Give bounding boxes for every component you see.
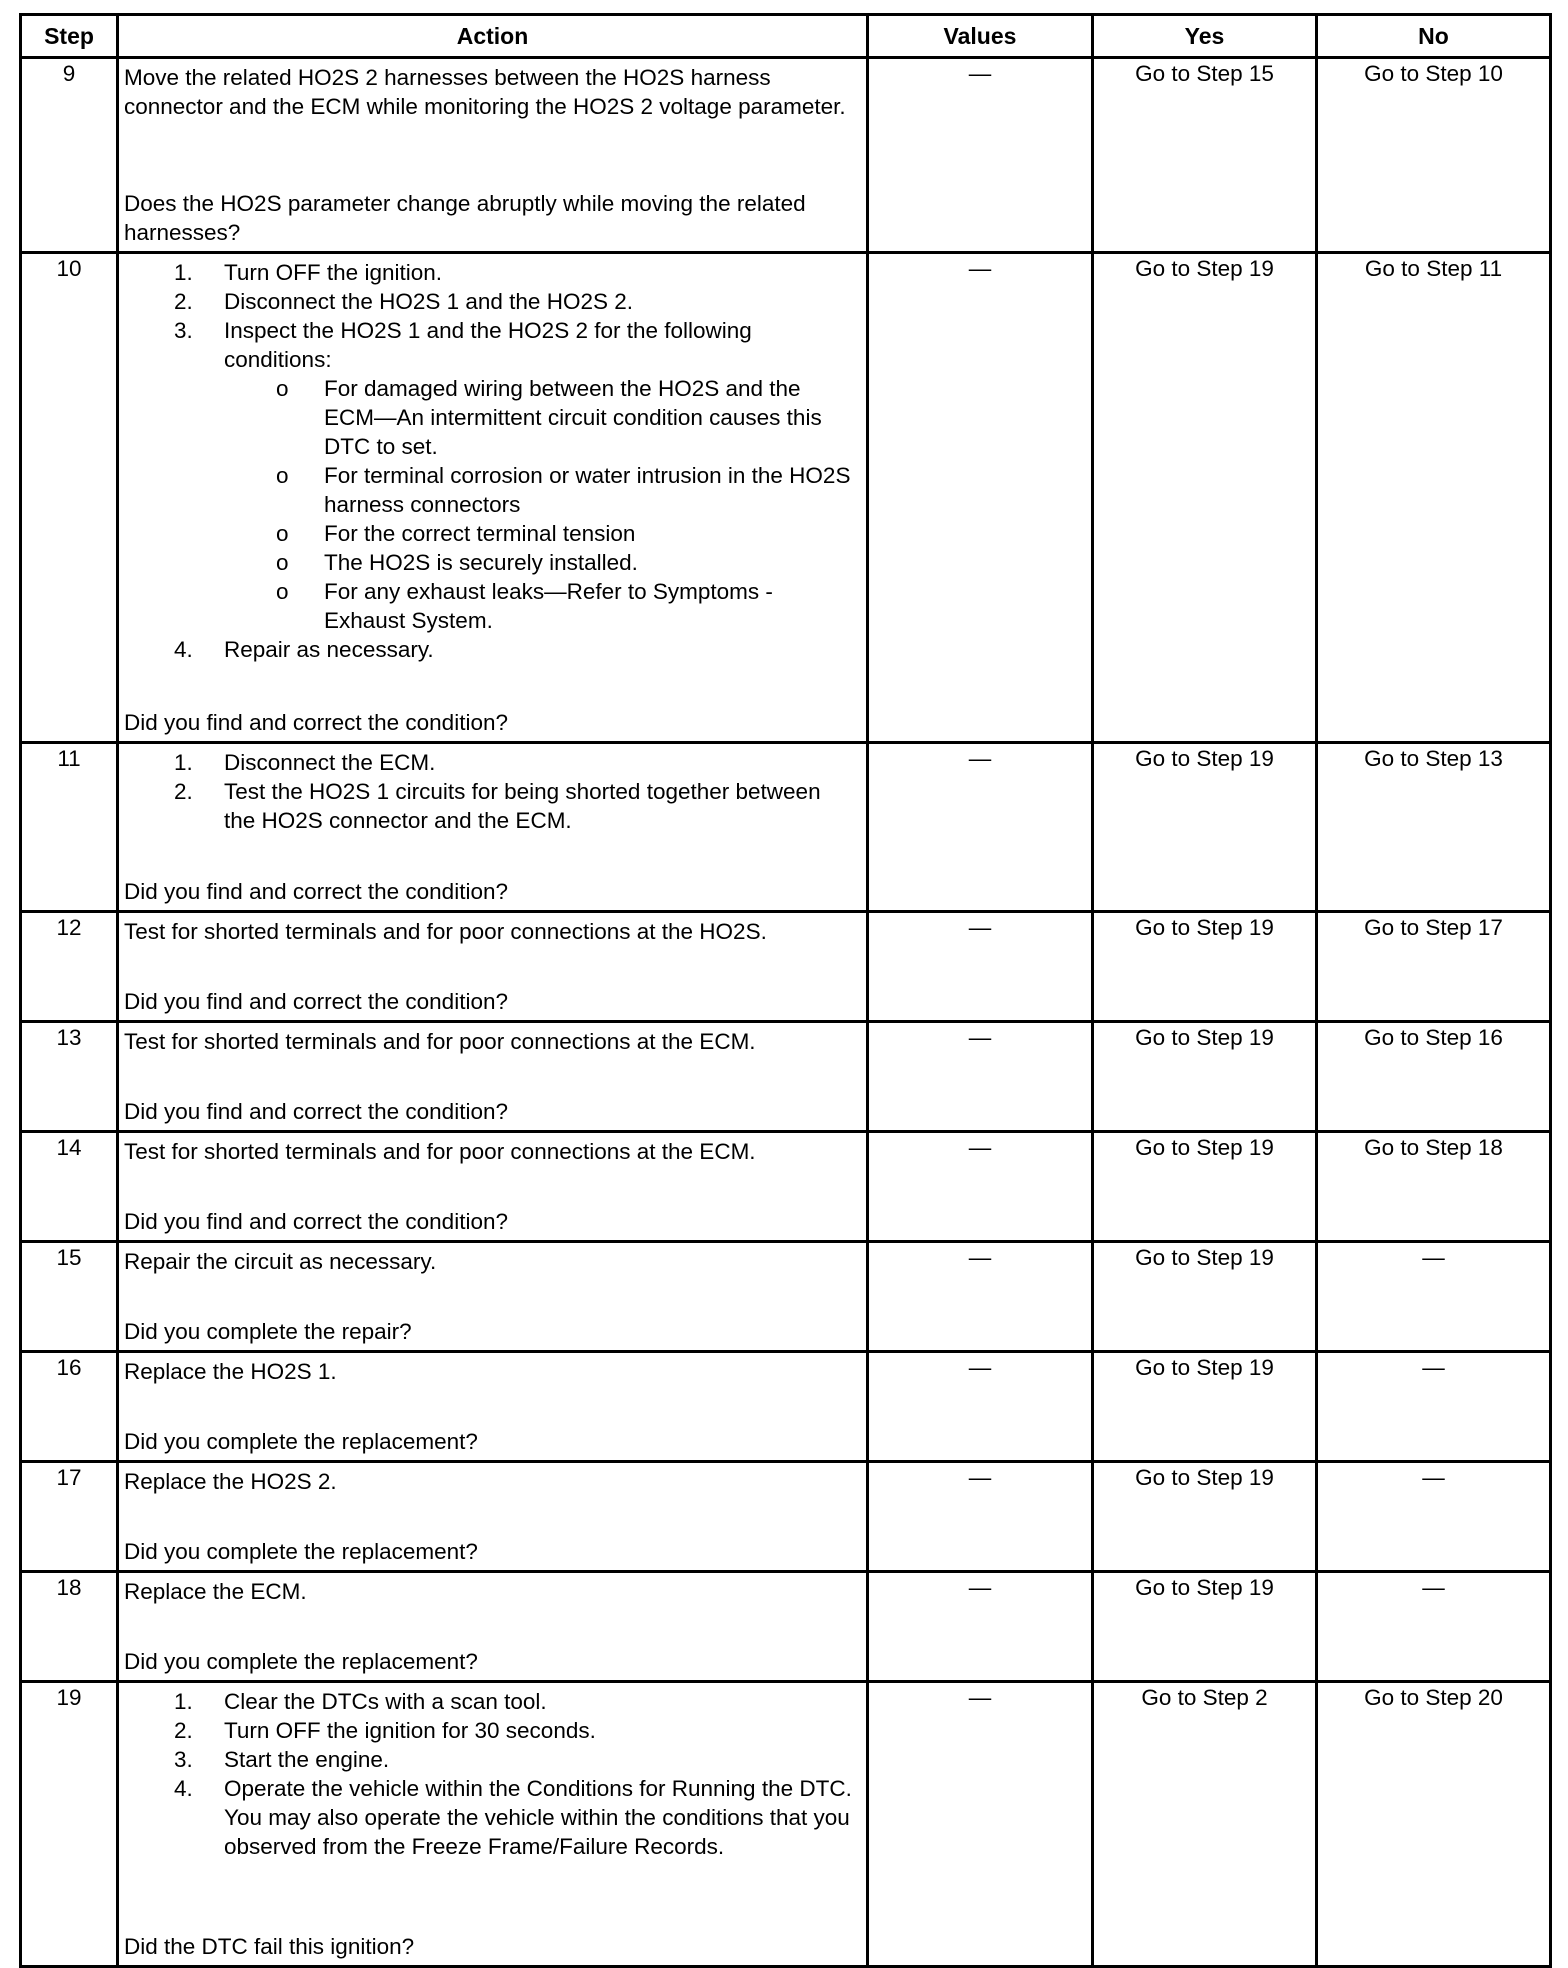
table-row xyxy=(21,912,1551,1022)
action-step-list xyxy=(124,748,856,835)
header-action: Action xyxy=(118,15,868,58)
no-cell xyxy=(1317,1462,1551,1572)
table-body xyxy=(21,58,1551,1967)
yes-cell xyxy=(1093,253,1317,743)
values-dash: — xyxy=(968,746,992,771)
action-instructions xyxy=(124,63,856,121)
action-step-text: Test the HO2S 1 circuits for being shorted together between the HO2S connector and the ECM. xyxy=(224,779,821,833)
condition-text: For the correct terminal tension xyxy=(324,521,636,546)
values-dash: — xyxy=(968,1685,992,1710)
action-instructions xyxy=(124,748,856,835)
yes-goto: Go to Step 2 xyxy=(1141,1685,1268,1710)
yes-cell xyxy=(1093,1132,1317,1242)
no-cell xyxy=(1317,1132,1551,1242)
action-step-number: 2. 2. xyxy=(174,1718,193,1743)
action-question: Did you complete the replacement? xyxy=(124,1429,478,1454)
step-number: 14 xyxy=(21,1132,118,1242)
action-content xyxy=(124,63,856,247)
table-row xyxy=(21,253,1551,743)
header-yes: Yes xyxy=(1093,15,1317,58)
step-number: 15 xyxy=(21,1242,118,1352)
yes-goto: Go to Step 15 xyxy=(1135,61,1274,86)
values-dash: — xyxy=(968,1575,992,1600)
no-cell xyxy=(1317,1242,1551,1352)
condition-item xyxy=(276,374,856,461)
no-cell xyxy=(1317,58,1551,253)
step-number: 11 xyxy=(21,743,118,912)
values-dash: — xyxy=(968,915,992,940)
action-instructions xyxy=(124,1027,856,1056)
action-step-item xyxy=(174,748,856,777)
action-intro: Repair the circuit as necessary. xyxy=(124,1249,437,1274)
action-content xyxy=(124,1137,856,1236)
action-instructions xyxy=(124,1687,856,1861)
values-dash: — xyxy=(968,256,992,281)
action-question: Did you find and correct the condition? xyxy=(124,1099,508,1124)
values-cell xyxy=(868,912,1093,1022)
table-row xyxy=(21,58,1551,253)
table-row xyxy=(21,1352,1551,1462)
header-no: No xyxy=(1317,15,1551,58)
action-step-text: Disconnect the ECM. xyxy=(224,750,436,775)
yes-cell xyxy=(1093,58,1317,253)
action-cell xyxy=(118,1132,868,1242)
table-row xyxy=(21,1682,1551,1967)
diagnostic-table xyxy=(19,13,1552,1968)
yes-cell xyxy=(1093,1022,1317,1132)
values-cell xyxy=(868,1572,1093,1682)
action-step-number: 4. 4. xyxy=(174,637,193,662)
values-cell xyxy=(868,1682,1093,1967)
table-row xyxy=(21,1132,1551,1242)
action-question: Did you complete the replacement? xyxy=(124,1539,478,1564)
no-goto: Go to Step 17 xyxy=(1364,915,1503,940)
yes-cell xyxy=(1093,1352,1317,1462)
condition-text: For terminal corrosion or water intrusion in the HO2S harness connectors xyxy=(324,463,851,517)
action-question: Did you find and correct the condition? xyxy=(124,879,508,904)
action-step-item xyxy=(174,1774,856,1861)
action-intro: Test for shorted terminals and for poor connections at the ECM. xyxy=(124,1139,756,1164)
action-instructions xyxy=(124,1137,856,1166)
no-goto: — xyxy=(1422,1575,1445,1600)
table-row xyxy=(21,1022,1551,1132)
no-cell xyxy=(1317,743,1551,912)
values-cell xyxy=(868,1462,1093,1572)
action-step-item xyxy=(174,287,856,316)
no-cell xyxy=(1317,1022,1551,1132)
yes-goto: Go to Step 19 xyxy=(1135,1465,1274,1490)
action-content xyxy=(124,258,856,737)
action-step-text: Inspect the HO2S 1 and the HO2S 2 for the following conditions: xyxy=(224,318,752,372)
header-row xyxy=(21,15,1551,58)
values-dash: — xyxy=(968,1465,992,1490)
action-content xyxy=(124,1357,856,1456)
action-intro: Test for shorted terminals and for poor connections at the ECM. xyxy=(124,1029,756,1054)
no-goto: Go to Step 11 xyxy=(1364,256,1503,281)
condition-list xyxy=(224,374,856,635)
values-dash: — xyxy=(968,1355,992,1380)
table-row xyxy=(21,743,1551,912)
yes-cell xyxy=(1093,912,1317,1022)
action-cell xyxy=(118,743,868,912)
action-question: Does the HO2S parameter change abruptly while moving the related harnesses? xyxy=(124,191,806,245)
action-step-text: Disconnect the HO2S 1 and the HO2S 2. xyxy=(224,289,633,314)
values-dash: — xyxy=(968,1025,992,1050)
yes-goto: Go to Step 19 xyxy=(1135,1245,1274,1270)
no-cell xyxy=(1317,253,1551,743)
values-cell xyxy=(868,1242,1093,1352)
step-number: 16 xyxy=(21,1352,118,1462)
action-content xyxy=(124,1687,856,1961)
action-question: Did the DTC fail this ignition? xyxy=(124,1934,415,1959)
yes-goto: Go to Step 19 xyxy=(1135,256,1274,281)
yes-goto: Go to Step 19 xyxy=(1135,915,1274,940)
action-step-number: 3. 3. xyxy=(174,318,193,343)
step-number: 9 xyxy=(21,58,118,253)
yes-cell xyxy=(1093,743,1317,912)
step-number: 17 xyxy=(21,1462,118,1572)
action-step-text: Turn OFF the ignition for 30 seconds. xyxy=(224,1718,596,1743)
action-step-list xyxy=(124,1687,856,1861)
step-number: 10 xyxy=(21,253,118,743)
action-content xyxy=(124,1247,856,1346)
no-cell xyxy=(1317,1682,1551,1967)
action-instructions xyxy=(124,1467,856,1496)
bullet-icon: o xyxy=(276,463,289,488)
no-goto: Go to Step 13 xyxy=(1364,746,1503,771)
action-question: Did you find and correct the condition? xyxy=(124,1209,508,1234)
action-cell xyxy=(118,1572,868,1682)
action-question: Did you complete the repair? xyxy=(124,1319,412,1344)
header-values: Values xyxy=(868,15,1093,58)
table-row xyxy=(21,1462,1551,1572)
step-number: 18 xyxy=(21,1572,118,1682)
yes-goto: Go to Step 19 xyxy=(1135,1135,1274,1160)
action-step-number: 4. 4. xyxy=(174,1776,193,1801)
condition-item xyxy=(276,461,856,519)
action-cell xyxy=(118,912,868,1022)
action-content xyxy=(124,917,856,1016)
condition-item xyxy=(276,577,856,635)
condition-item xyxy=(276,519,856,548)
action-instructions xyxy=(124,258,856,664)
no-goto: — xyxy=(1422,1245,1445,1270)
bullet-icon: o xyxy=(276,376,289,401)
no-cell xyxy=(1317,912,1551,1022)
action-step-list xyxy=(124,258,856,664)
action-intro: Replace the ECM. xyxy=(124,1579,307,1604)
yes-goto: Go to Step 19 xyxy=(1135,1575,1274,1600)
table-row xyxy=(21,1572,1551,1682)
action-step-number: 1. 1. xyxy=(174,1689,193,1714)
action-instructions xyxy=(124,1577,856,1606)
action-step-text: Start the engine. xyxy=(224,1747,390,1772)
no-cell xyxy=(1317,1352,1551,1462)
action-step-text: Operate the vehicle within the Conditions for Running the DTC. You may also operate the vehicle within the conditions that you observed from the Freeze Frame/Failure Records. xyxy=(224,1776,852,1859)
action-instructions xyxy=(124,1357,856,1386)
bullet-icon: o xyxy=(276,521,289,546)
no-goto: Go to Step 20 xyxy=(1364,1685,1503,1710)
action-cell xyxy=(118,1352,868,1462)
action-content xyxy=(124,1577,856,1676)
action-cell xyxy=(118,58,868,253)
values-cell xyxy=(868,1132,1093,1242)
bullet-icon: o xyxy=(276,579,289,604)
condition-text: The HO2S is securely installed. xyxy=(324,550,638,575)
condition-item xyxy=(276,548,856,577)
action-cell xyxy=(118,1682,868,1967)
step-number: 12 xyxy=(21,912,118,1022)
action-step-number: 2. 2. xyxy=(174,779,193,804)
action-question: Did you complete the replacement? xyxy=(124,1649,478,1674)
action-cell xyxy=(118,1242,868,1352)
yes-goto: Go to Step 19 xyxy=(1135,1355,1274,1380)
bullet-icon: o xyxy=(276,550,289,575)
action-cell xyxy=(118,253,868,743)
action-step-item xyxy=(174,1745,856,1774)
action-intro: Replace the HO2S 1. xyxy=(124,1359,337,1384)
action-cell xyxy=(118,1022,868,1132)
action-step-text: Repair as necessary. xyxy=(224,637,434,662)
values-dash: — xyxy=(968,1245,992,1270)
values-cell xyxy=(868,1352,1093,1462)
values-cell xyxy=(868,743,1093,912)
action-cell xyxy=(118,1462,868,1572)
condition-text: For damaged wiring between the HO2S and the ECM—An intermittent circuit condition causes this DTC to set. xyxy=(324,376,822,459)
condition-text: For any exhaust leaks—Refer to Symptoms - Exhaust System. xyxy=(324,579,773,633)
yes-cell xyxy=(1093,1242,1317,1352)
action-step-number: 3. 3. xyxy=(174,1747,193,1772)
action-intro: Move the related HO2S 2 harnesses between the HO2S harness connector and the ECM while monitoring the HO2S 2 voltage parameter. xyxy=(124,65,846,119)
action-step-item xyxy=(174,1687,856,1716)
yes-cell xyxy=(1093,1682,1317,1967)
action-instructions xyxy=(124,1247,856,1276)
values-cell xyxy=(868,58,1093,253)
no-goto: — xyxy=(1422,1355,1445,1380)
action-step-number: 1. 1. xyxy=(174,750,193,775)
action-step-text: Turn OFF the ignition. xyxy=(224,260,443,285)
no-goto: Go to Step 16 xyxy=(1364,1025,1503,1050)
action-instructions xyxy=(124,917,856,946)
action-intro: Replace the HO2S 2. xyxy=(124,1469,337,1494)
action-content xyxy=(124,1467,856,1566)
action-step-number: 1. 1. xyxy=(174,260,193,285)
values-dash: — xyxy=(968,61,992,86)
header-step: Step xyxy=(21,15,118,58)
yes-cell xyxy=(1093,1462,1317,1572)
action-intro: Test for shorted terminals and for poor connections at the HO2S. xyxy=(124,919,767,944)
action-question: Did you find and correct the condition? xyxy=(124,710,508,735)
action-content xyxy=(124,748,856,906)
no-cell xyxy=(1317,1572,1551,1682)
yes-goto: Go to Step 19 xyxy=(1135,1025,1274,1050)
action-step-item xyxy=(174,777,856,835)
no-goto: Go to Step 18 xyxy=(1364,1135,1503,1160)
action-step-number: 2. 2. xyxy=(174,289,193,314)
values-cell xyxy=(868,253,1093,743)
step-number: 19 xyxy=(21,1682,118,1967)
action-step-item xyxy=(174,316,856,635)
yes-goto: Go to Step 19 xyxy=(1135,746,1274,771)
values-cell xyxy=(868,1022,1093,1132)
yes-cell xyxy=(1093,1572,1317,1682)
action-step-text: Clear the DTCs with a scan tool. xyxy=(224,1689,547,1714)
action-step-item xyxy=(174,635,856,664)
action-content xyxy=(124,1027,856,1126)
no-goto: — xyxy=(1422,1465,1445,1490)
action-step-item xyxy=(174,1716,856,1745)
action-question: Did you find and correct the condition? xyxy=(124,989,508,1014)
no-goto: Go to Step 10 xyxy=(1364,61,1503,86)
values-dash: — xyxy=(968,1135,992,1160)
action-step-item xyxy=(174,258,856,287)
table-row xyxy=(21,1242,1551,1352)
step-number: 13 xyxy=(21,1022,118,1132)
